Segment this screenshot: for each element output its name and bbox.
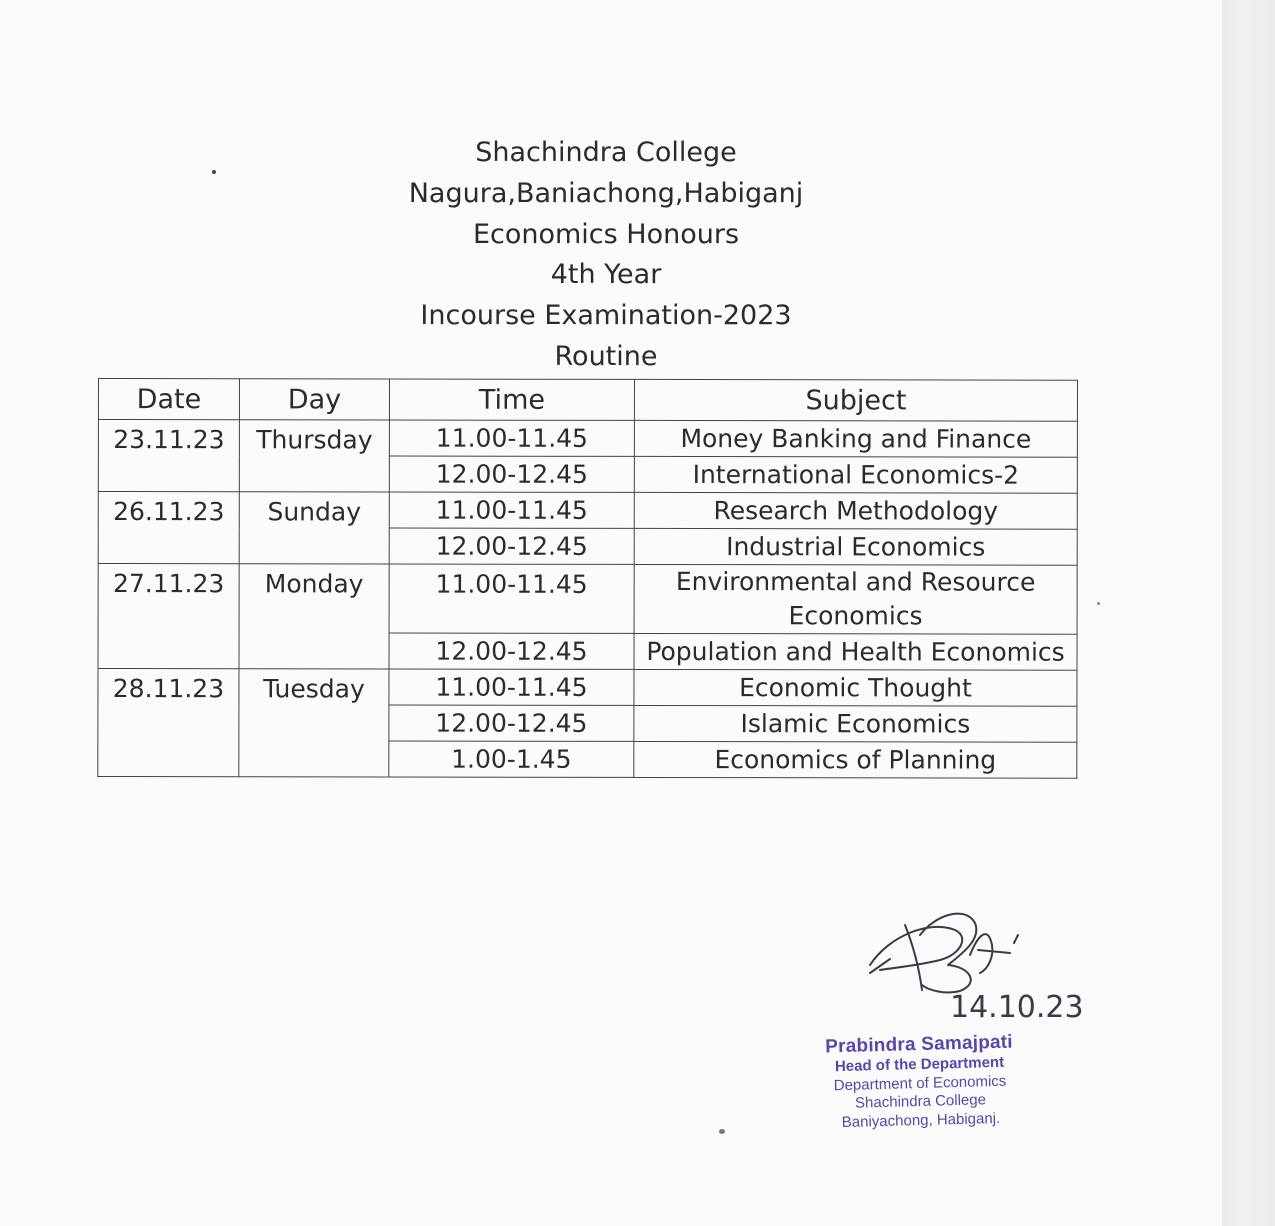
exam-time: 11.00-11.45 — [389, 669, 634, 705]
stamp-title: Head of the Department — [834, 1053, 1005, 1076]
table-row — [98, 420, 1077, 458]
exam-day: Thursday — [239, 420, 389, 492]
ink-speck — [719, 1129, 725, 1134]
exam-subject: Population and Health Economics — [634, 633, 1077, 670]
exam-time: 1.00-1.45 — [389, 741, 634, 777]
document-header — [0, 133, 1212, 378]
exam-time: 11.00-11.45 — [389, 420, 634, 456]
exam-subject: Research Methodology — [634, 492, 1077, 529]
exam-day: Sunday — [239, 492, 389, 564]
exam-date: 28.11.23 — [98, 669, 239, 777]
exam-time: 12.00-12.45 — [389, 528, 634, 564]
column-header-time: Time — [389, 379, 634, 420]
stamp-college: Shachindra College — [854, 1091, 987, 1112]
column-header-subject: Subject — [634, 379, 1077, 421]
stamp-department: Department of Economics — [833, 1072, 1007, 1094]
program-name: Economics Honours — [472, 218, 740, 250]
exam-time: 11.00-11.45 — [389, 492, 634, 528]
exam-date: 26.11.23 — [98, 492, 239, 564]
table-header-row — [98, 379, 1077, 422]
table-row — [98, 564, 1077, 635]
exam-routine-table — [97, 378, 1078, 779]
column-header-day: Day — [239, 379, 389, 420]
exam-subject: Money Banking and Finance — [634, 420, 1077, 457]
college-name: Shachindra College — [475, 137, 737, 168]
exam-date: 23.11.23 — [98, 420, 239, 492]
college-address: Nagura,Baniachong,Habiganj — [408, 177, 804, 209]
ink-speck — [1097, 602, 1100, 605]
exam-title: Incourse Examination-2023 — [420, 300, 792, 332]
document-type: Routine — [554, 340, 658, 372]
exam-time: 11.00-11.45 — [389, 564, 634, 633]
exam-day: Tuesday — [239, 669, 389, 777]
paper-edge — [1222, 0, 1275, 1226]
exam-subject: Industrial Economics — [634, 528, 1077, 565]
exam-time: 12.00-12.45 — [389, 633, 634, 669]
exam-subject: Economics of Planning — [634, 741, 1077, 778]
stamp-location: Baniyachong, Habiganj. — [841, 1109, 1001, 1131]
exam-time: 12.00-12.45 — [389, 705, 634, 741]
column-header-date: Date — [98, 379, 239, 420]
table-row — [98, 492, 1077, 530]
exam-subject: International Economics-2 — [634, 456, 1077, 493]
exam-subject: Economic Thought — [634, 669, 1077, 706]
table-row — [98, 669, 1077, 707]
stamp-name: Prabindra Samajpati — [825, 1031, 1014, 1058]
study-year: 4th Year — [550, 259, 662, 291]
exam-subject: Islamic Economics — [634, 705, 1077, 742]
department-stamp — [799, 1031, 1041, 1133]
signature-date: 14.10.23 — [950, 990, 1084, 1025]
handwritten-signature — [860, 895, 1130, 1030]
exam-day: Monday — [239, 564, 389, 669]
exam-time: 12.00-12.45 — [389, 456, 634, 492]
exam-date: 27.11.23 — [98, 564, 239, 669]
exam-subject: Environmental and Resource Economics — [634, 564, 1077, 634]
